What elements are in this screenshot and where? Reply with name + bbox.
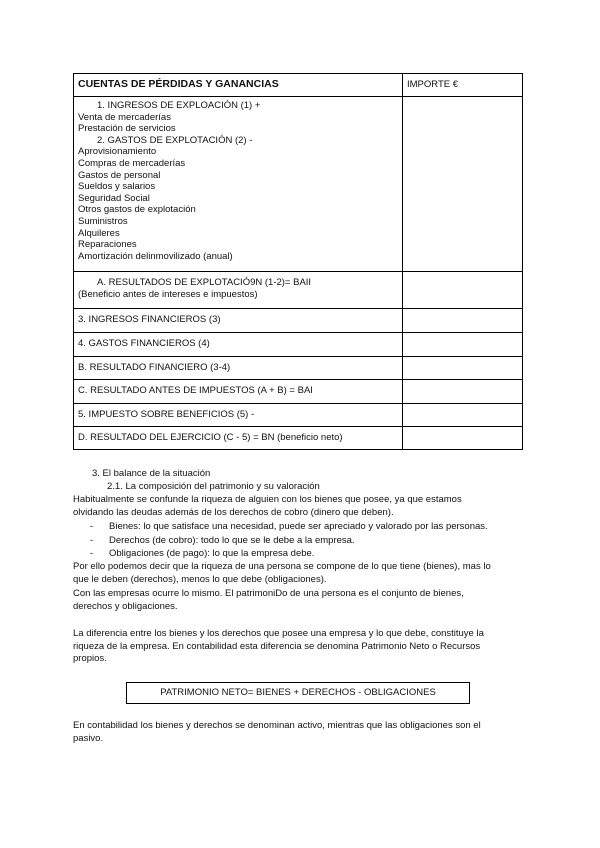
- section-subheading: 2.1. La composición del patrimonio y su valoración: [107, 481, 320, 492]
- amount-cell: [403, 272, 523, 309]
- table-row-result-b: [74, 357, 523, 380]
- list-item: Suministros: [78, 215, 128, 227]
- table-row-result-c: [74, 380, 523, 404]
- financial-expenses-cell: 4. GASTOS FINANCIEROS (4): [74, 333, 403, 357]
- list-item: Gastos de personal: [78, 169, 161, 181]
- amount-cell: [403, 404, 523, 427]
- list-item: Seguridad Social: [78, 192, 150, 204]
- list-item: Amortización delinmovilizado (anual): [78, 250, 233, 262]
- financial-income-cell: 3. INGRESOS FINANCIEROS (3): [74, 309, 403, 333]
- paragraph-empresas: Con las empresas ocurre lo mismo. El patrimoniDo de una persona es el conjunto de bienes, derechos y obligaciones.: [73, 588, 464, 612]
- list-item: Prestación de servicios: [78, 123, 176, 135]
- patrimonio-neto-formula: PATRIMONIO NETO= BIENES + DERECHOS - OBLIGACIONES: [126, 682, 470, 704]
- amount-cell: [403, 333, 523, 357]
- list-item: Venta de mercaderías: [78, 111, 171, 123]
- list-item: - Bienes: lo que satisface una necesidad, puede ser apreciado y valorado por las personas.: [90, 521, 488, 532]
- table-header-row: [74, 74, 523, 97]
- list-item: - Obligaciones (de pago): lo que la empresa debe.: [90, 548, 315, 559]
- list-item: Aprovisionamiento: [78, 146, 157, 158]
- table-row-tax: [74, 404, 523, 427]
- result-a-cell: [74, 272, 403, 309]
- amount-cell: [403, 309, 523, 333]
- tax-cell: 5. IMPUESTO SOBRE BENEFICIOS (5) -: [74, 404, 403, 427]
- result-b-cell: B. RESULTADO FINANCIERO (3-4): [74, 357, 403, 380]
- table-row-operations: [74, 97, 523, 272]
- operations-cell: [74, 97, 403, 272]
- paragraph-riqueza: Habitualmente se confunde la riqueza de alguien con los bienes que posee, ya que estamos olvidando las deudas además de los derechos de cobro (dinero que deben).: [73, 494, 462, 518]
- table-row-result-a: [74, 272, 523, 309]
- paragraph-diferencia: La diferencia entre los bienes y los derechos que posee una empresa y lo que debe, constituye la riqueza de la empresa. En contabilidad esta diferencia se denomina Patrimonio Neto o Recursos propios.: [73, 628, 484, 665]
- table-row-financial-expenses: [74, 333, 523, 357]
- list-item: Reparaciones: [78, 239, 137, 251]
- table-row-result-d: [74, 427, 523, 450]
- paragraph-composicion: Por ello podemos decir que la riqueza de una persona se compone de lo que tiene (bienes), mas lo que le deben (derechos), menos lo que debe (obligaciones).: [73, 561, 491, 585]
- table-row-financial-income: [74, 309, 523, 333]
- list-item: Sueldos y salarios: [78, 181, 156, 193]
- amount-cell: [403, 380, 523, 404]
- amount-cell: [403, 97, 523, 272]
- result-c-cell: C. RESULTADO ANTES DE IMPUESTOS (A + B) = BAI: [74, 380, 403, 404]
- income-statement-table: [73, 73, 523, 450]
- result-a-title: A. RESULTADOS DE EXPLOTACIÓ9N (1-2)= BAII: [97, 277, 312, 288]
- ingresos-title: 1. INGRESOS DE EXPLOACIÓN (1) +: [97, 100, 261, 111]
- header-concept: CUENTAS DE PÉRDIDAS Y GANANCIAS: [74, 74, 403, 97]
- list-item: Otros gastos de explotación: [78, 204, 196, 216]
- gastos-title: 2. GASTOS DE EXPLOTACIÓN (2) -: [97, 134, 253, 146]
- section-heading: 3. El balance de la situación: [92, 468, 211, 479]
- result-a-note: (Beneficio antes de intereses e impuestos): [78, 288, 258, 300]
- result-d-cell: D. RESULTADO DEL EJERCICIO (C - 5) = BN (beneficio neto): [74, 427, 403, 450]
- amount-cell: [403, 357, 523, 380]
- paragraph-activo-pasivo: En contabilidad los bienes y derechos se denominan activo, mientras que las obligaciones son el pasivo.: [73, 720, 481, 744]
- amount-cell: [403, 427, 523, 450]
- list-item: Alquileres: [78, 227, 120, 239]
- header-amount: IMPORTE €: [403, 74, 523, 97]
- list-item: - Derechos (de cobro): todo lo que se le debe a la empresa.: [90, 535, 355, 546]
- list-item: Compras de mercaderías: [78, 157, 186, 169]
